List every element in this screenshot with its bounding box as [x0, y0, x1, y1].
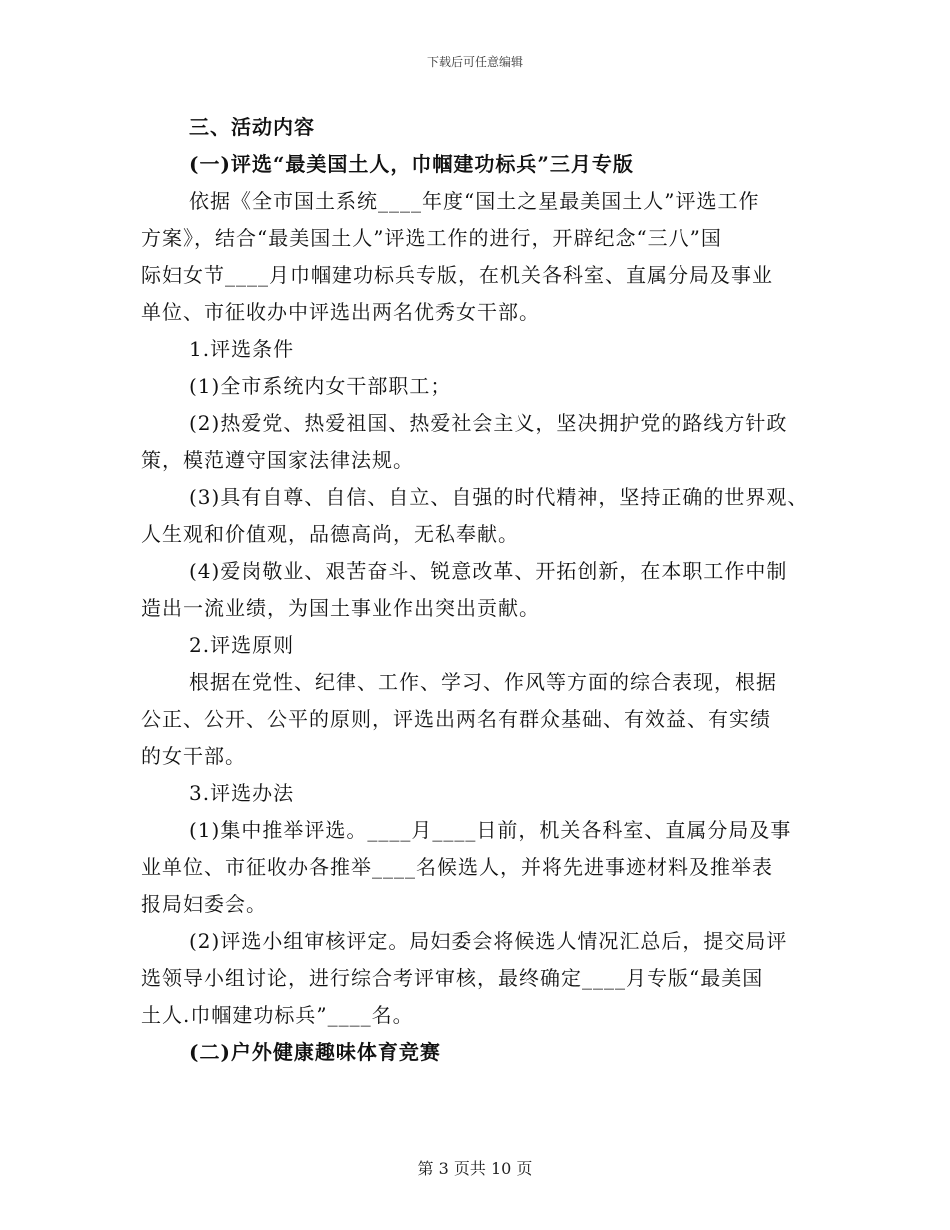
paragraph-line: 单位、市征收办中评选出两名优秀女干部。	[141, 300, 540, 324]
list-item-continuation: 土人.巾帼建功标兵”____名。	[141, 1003, 414, 1027]
paragraph-line: 的女干部。	[141, 744, 246, 768]
page-header: 下载后可任意编辑	[426, 55, 523, 69]
list-item-continuation: 人生观和价值观，品德高尚，无私奉献。	[141, 522, 519, 546]
list-heading: 1.评选条件	[189, 337, 295, 361]
list-item: (2)评选小组审核评定。局妇委会将候选人情况汇总后，提交局评	[189, 929, 788, 953]
list-item: (3)具有自尊、自信、自立、自强的时代精神，坚持正确的世界观、	[189, 485, 809, 509]
subsection-heading: (二)户外健康趣味体育竞赛	[189, 1040, 441, 1064]
paragraph-line: 公正、公开、公平的原则，评选出两名有群众基础、有效益、有实绩	[141, 707, 771, 731]
list-item-continuation: 造出一流业绩，为国土事业作出突出贡献。	[141, 596, 540, 620]
list-item-continuation: 业单位、市征收办各推举____名候选人，并将先进事迹材料及推举表	[141, 855, 773, 879]
list-item: (2)热爱党、热爱祖国、热爱社会主义，坚决拥护党的路线方针政	[189, 411, 788, 435]
list-item-continuation: 报局妇委会。	[141, 892, 267, 916]
list-item: (4)爱岗敬业、艰苦奋斗、锐意改革、开拓创新，在本职工作中制	[189, 559, 788, 583]
list-item: (1)集中推举评选。____月____日前，机关各科室、直属分局及事	[189, 818, 792, 842]
paragraph-line: 际妇女节____月巾帼建功标兵专版，在机关各科室、直属分局及事业	[141, 263, 773, 287]
paragraph-line: 方案》，结合“最美国土人”评选工作的进行，开辟纪念“三八”国	[141, 226, 722, 250]
subsection-heading: (一)评选“最美国土人，巾帼建功标兵”三月专版	[189, 152, 634, 176]
list-item-continuation: 选领导小组讨论，进行综合考评审核，最终确定____月专版“最美国	[141, 966, 764, 990]
page-footer: 第 3 页共 10 页	[417, 1159, 533, 1178]
section-heading: 三、活动内容	[189, 115, 315, 139]
paragraph-line: 依据《全市国土系统____年度“国土之星最美国土人”评选工作	[189, 189, 760, 213]
list-item-continuation: 策，模范遵守国家法律法规。	[141, 448, 414, 472]
list-heading: 3.评选办法	[189, 781, 295, 805]
list-item: (1)全市系统内女干部职工；	[189, 374, 452, 398]
paragraph-line: 根据在党性、纪律、工作、学习、作风等方面的综合表现，根据	[189, 670, 777, 694]
list-heading: 2.评选原则	[189, 633, 295, 657]
